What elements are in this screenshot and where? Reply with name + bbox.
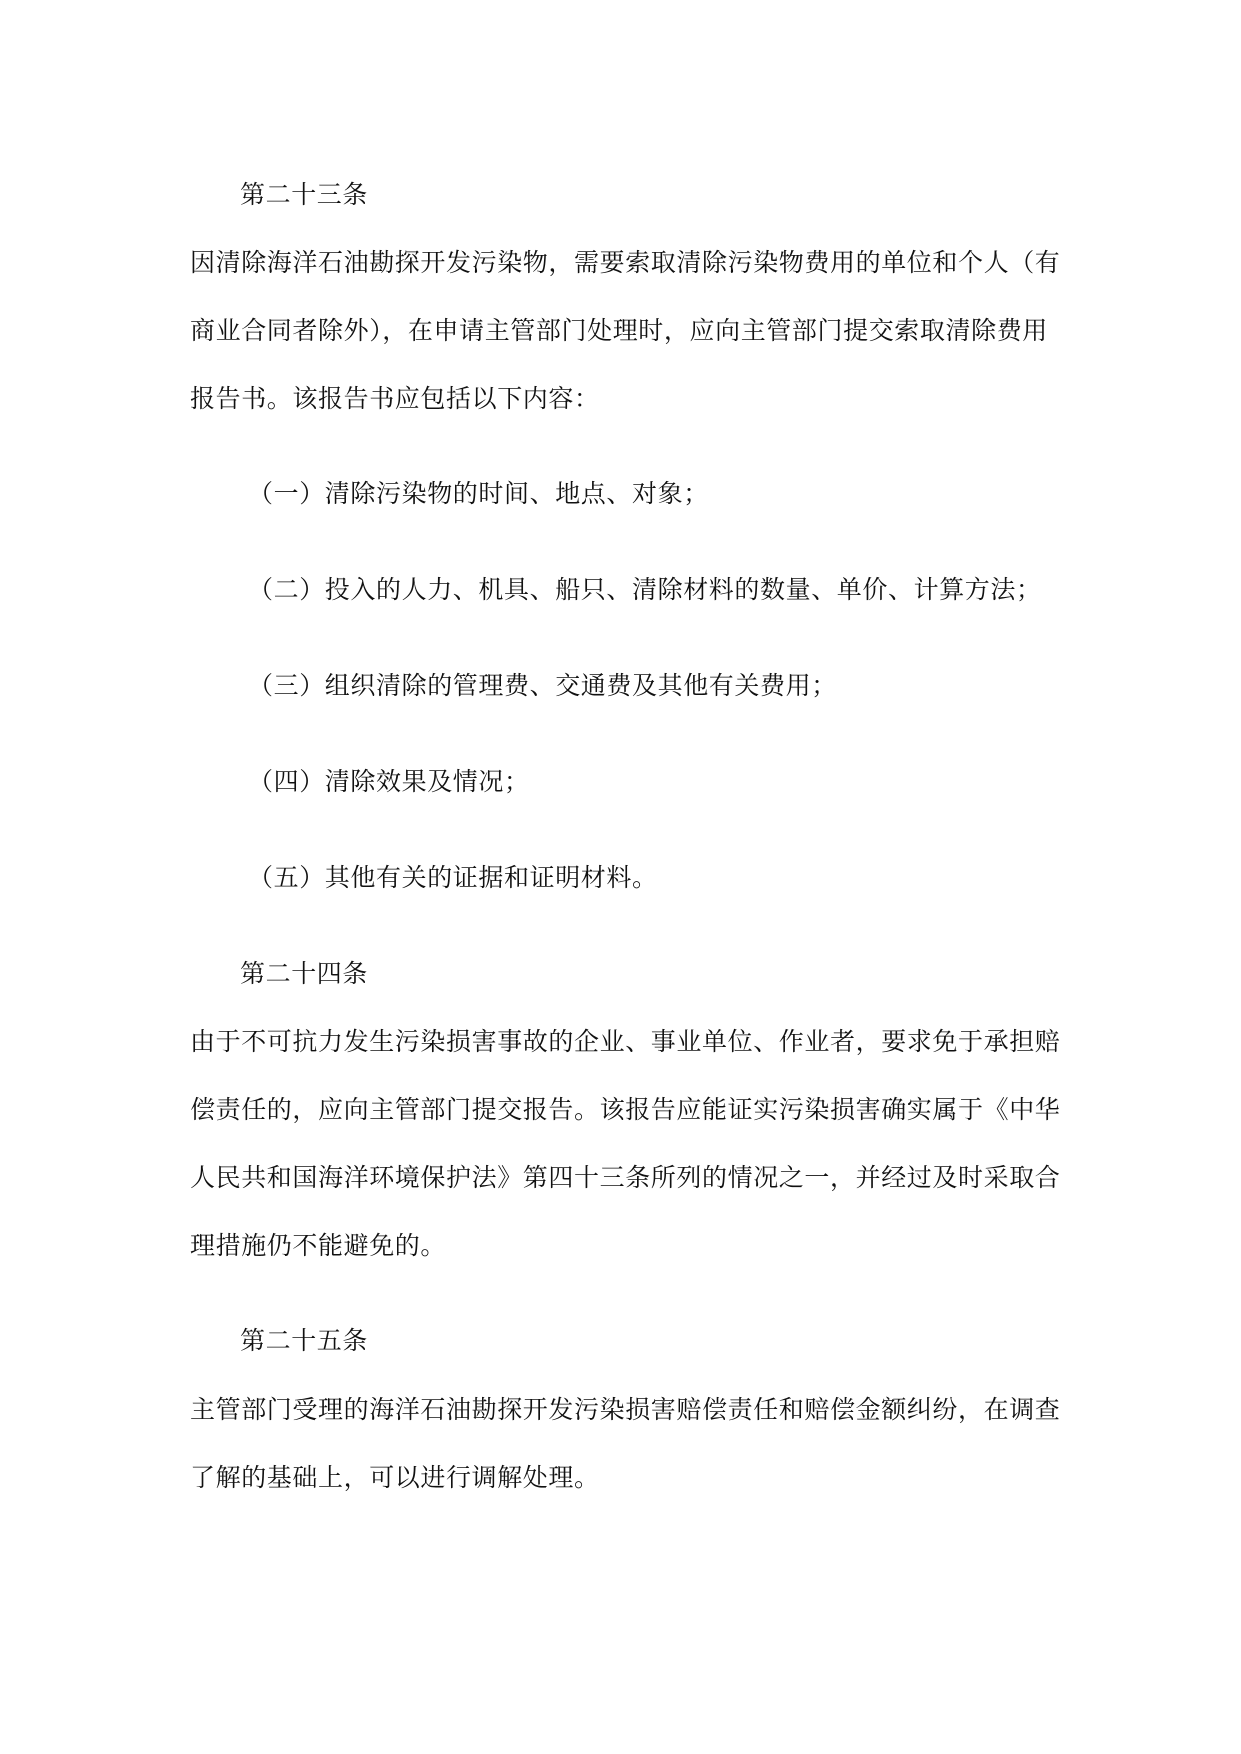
article-23-line-1: 因清除海洋石油勘探开发污染物，需要索取清除污染物费用的单位和个人（有 — [190, 248, 1061, 277]
article-24-line-2: 偿责任的，应向主管部门提交报告。该报告应能证实污染损害确实属于《中华 — [190, 1095, 1061, 1124]
article-24-line-3: 人民共和国海洋环境保护法》第四十三条所列的情况之一，并经过及时采取合 — [190, 1163, 1061, 1192]
article-23-heading: 第二十三条 — [240, 180, 369, 209]
article-23-item-3: （三）组织清除的管理费、交通费及其他有关费用； — [248, 671, 837, 700]
article-25-heading: 第二十五条 — [240, 1326, 369, 1355]
article-23-item-1: （一）清除污染物的时间、地点、对象； — [248, 479, 709, 508]
article-25-line-1: 主管部门受理的海洋石油勘探开发污染损害赔偿责任和赔偿金额纠纷，在调查 — [190, 1395, 1061, 1424]
article-24-heading: 第二十四条 — [240, 959, 369, 988]
article-23-line-3: 报告书。该报告书应包括以下内容： — [190, 384, 600, 413]
article-23-item-2: （二）投入的人力、机具、船只、清除材料的数量、单价、计算方法； — [248, 575, 1042, 604]
article-23-item-5: （五）其他有关的证据和证明材料。 — [248, 863, 658, 892]
article-24-line-1: 由于不可抗力发生污染损害事故的企业、事业单位、作业者，要求免于承担赔 — [190, 1027, 1061, 1056]
article-24-line-4: 理措施仍不能避免的。 — [190, 1231, 447, 1260]
article-23-item-4: （四）清除效果及情况； — [248, 767, 530, 796]
article-23-line-2: 商业合同者除外），在申请主管部门处理时，应向主管部门提交索取清除费用 — [190, 316, 1048, 345]
article-25-line-2: 了解的基础上，可以进行调解处理。 — [190, 1463, 600, 1492]
